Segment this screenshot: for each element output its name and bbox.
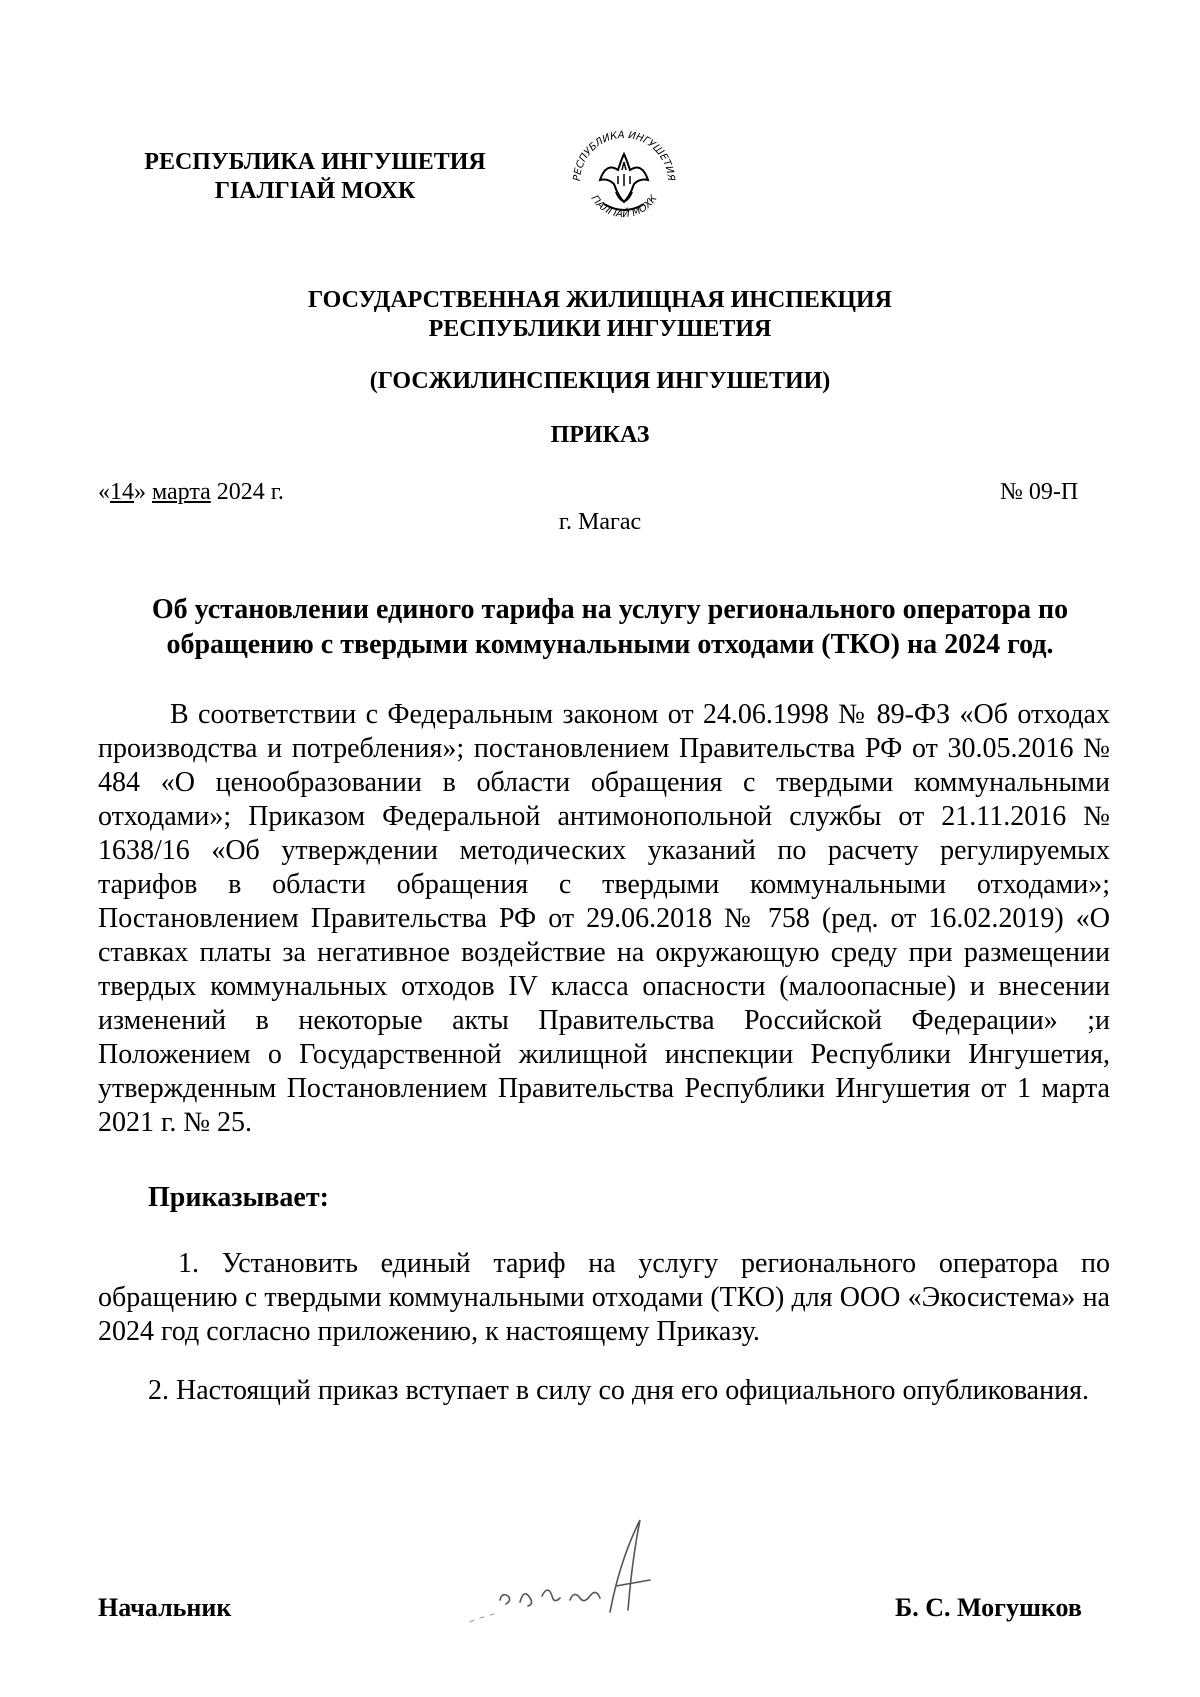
title-line-2: обращению с твердыми коммунальными отходами (ТКО) на 2024 год.: [166, 629, 1054, 660]
agency-name-line1: ГОСУДАРСТВЕННАЯ ЖИЛИЩНАЯ ИНСПЕКЦИЯ: [307, 287, 893, 313]
document-city: г. Магас: [558, 509, 642, 535]
order-item-1: 1. Установить единый тариф на услугу регионального оператора по обращению с твердыми коммунальными отходами (ТКО) для ООО «Экосистема» на 2024 год согласно приложению, к настоящему Приказу.: [98, 1248, 1110, 1347]
coat-of-arms-emblem: [560, 118, 688, 246]
preamble-paragraph: В соответствии с Федеральным законом от 24.06.1998 № 89-ФЗ «Об отходах производства и потребления»; постановлением Правительства РФ от 30.05.2016 № 484 «О ценообразовании в области обращения с твердыми коммунальными отходами»; Приказом Федеральной антимонопольной службы от 21.11.2016 № 1638/16 «Об утверждении методических указаний по расчету регулируемых тарифов в области обращения с твердыми коммунальными отходами»; Постановлением Правительства РФ от 29.06.2018 № 758 (ред. от 16.02.2019) «О ставках платы за негативное воздействие на окружающую среду при размещении твердых коммунальных отходов IV класса опасности (малоопасные) и внесении изменений в некоторые акты Правительства Российской Федерации» ;и Положением о Государственной жилищной инспекции Республики Ингушетия, утвержденным Постановлением Правительства Республики Ингушетия от 1 марта 2021 г. № 25.: [98, 699, 1110, 1138]
title-line-1: Об установлении единого тарифа на услугу регионального оператора по: [151, 594, 1069, 625]
document-type: ПРИКАЗ: [550, 422, 650, 448]
signatory-position: Начальник: [98, 1593, 232, 1622]
signatory-name: Б. С. Могушков: [895, 1593, 1082, 1622]
agency-short-name: (ГОСЖИЛИНСПЕКЦИЯ ИНГУШЕТИИ): [369, 368, 831, 394]
svg-text:ГIАЛГIАЙ МОХК: ГIАЛГIАЙ МОХК: [588, 193, 660, 221]
document-title: [110, 592, 1110, 662]
order-item-2: 2. Настоящий приказ вступает в силу со дня его официального опубликования.: [148, 1375, 1089, 1406]
date-month: марта: [152, 479, 211, 505]
date-day: 14: [110, 479, 134, 505]
document-date: «14» марта 2024 г.: [98, 479, 284, 505]
republic-name-ru: РЕСПУБЛИКА ИНГУШЕТИЯ: [144, 149, 486, 175]
agency-name-line2: РЕСПУБЛИКИ ИНГУШЕТИЯ: [428, 316, 772, 342]
republic-name-ing: ГIАЛГIАЙ МОХК: [214, 178, 416, 204]
handwritten-signature: [460, 1500, 710, 1630]
document-number: № 09-П: [1000, 479, 1079, 505]
svg-text:РЕСПУБЛИКА ИНГУШЕТИЯ: РЕСПУБЛИКА ИНГУШЕТИЯ: [571, 129, 677, 182]
orders-heading: Приказывает:: [148, 1182, 329, 1213]
